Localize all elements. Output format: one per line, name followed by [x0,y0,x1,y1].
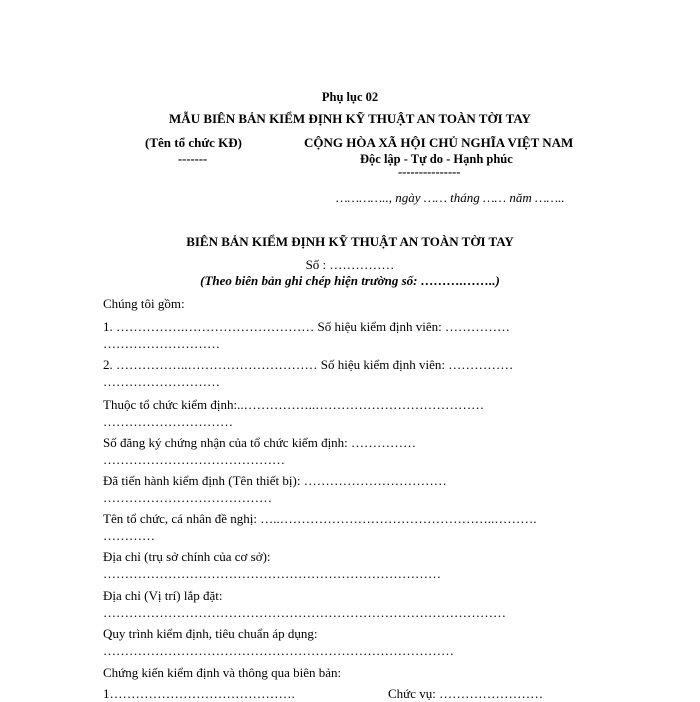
intro-text: Chúng tôi gồm: [103,296,185,311]
form-title: MẪU BIÊN BẢN KIỂM ĐỊNH KỸ THUẬT AN TOÀN TỜI TAY [169,111,531,126]
device-cont: ………………………………… [103,490,272,505]
motto: Độc lập - Tự do - Hạnh phúc [360,152,513,166]
motto-underline: --------------- [398,165,461,179]
report-title: BIÊN BẢN KIỂM ĐỊNH KỸ THUẬT AN TOÀN TỜI TAY [186,234,514,249]
org-name: (Tên tổ chức KĐ) [145,135,242,150]
witness-1-position: Chức vụ: …………………… [388,686,544,701]
location-label: Địa chỉ (Vị trí) lắp đặt: [103,588,223,603]
country-name: CỘNG HÒA XÃ HỘI CHỦ NGHĨA VIỆT NAM [304,135,574,150]
report-number: Số : …………… [305,257,395,272]
date-line: ………….., ngày …… tháng …… năm …….. [336,190,565,205]
org-cont: ………………………… [103,414,233,429]
report-subtitle: (Theo biên bản ghi chép hiện trường số: ……….……..) [200,273,500,288]
appendix-label: Phụ lục 02 [321,90,379,104]
inspector-1-line: 1. …………….………………………… Số hiệu kiểm định viên: …………… [103,319,510,334]
procedure-cont: ……………………………………………………………………… [103,643,454,658]
inspector-2-line: 2. ……………..………………………… Số hiệu kiểm định viên: …………… [103,357,514,372]
procedure-label: Quy trình kiểm định, tiêu chuẩn áp dụng: [103,626,318,641]
witness-label: Chứng kiến kiểm định và thông qua biên bản: [103,665,342,680]
inspector-2-cont: ……………………… [103,374,220,389]
address-label: Địa chỉ (trụ sở chính của cơ sở): [103,549,271,564]
org-line: Thuộc tổ chức kiểm định:..……………..………………………………… [103,397,485,412]
registration-line: Số đăng ký chứng nhận của tổ chức kiểm định: …………… [103,435,417,450]
device-line: Đã tiến hành kiểm định (Tên thiết bị): …………………………… [103,473,447,488]
inspector-1-cont: ……………………… [103,336,220,351]
client-line: Tên tổ chức, cá nhân đề nghị: …..…………………………………………..………. [103,511,537,526]
location-cont: ………………………………………………………………………………… [103,605,506,620]
address-cont: …………………………………………………………………… [103,566,441,581]
org-underline: ------- [178,152,208,166]
client-cont: ………… [103,528,155,543]
registration-cont: …………………………………… [103,452,285,467]
witness-1-line: 1……………………………………. [103,686,295,701]
